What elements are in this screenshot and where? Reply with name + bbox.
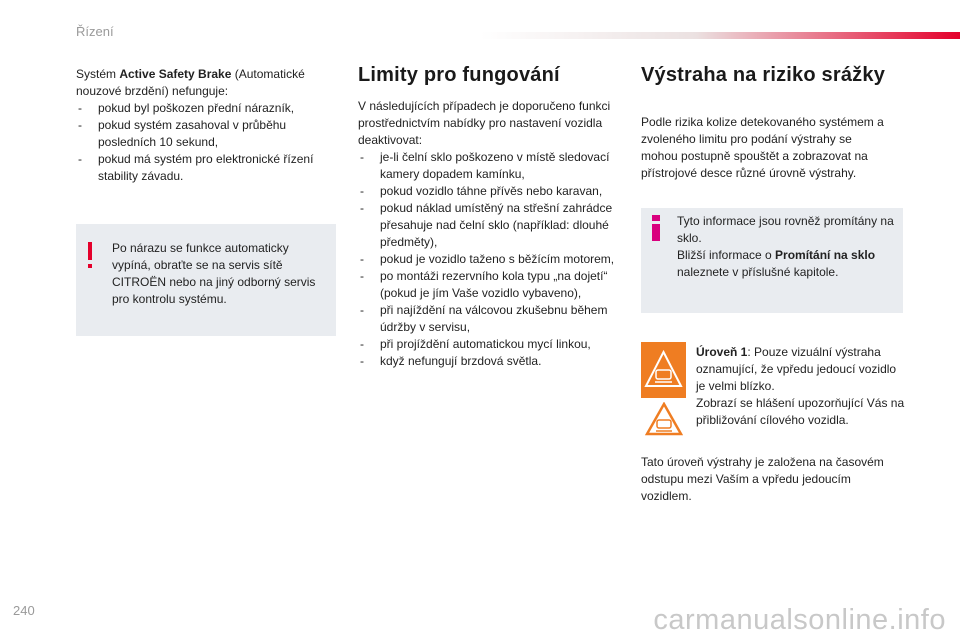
collision-warning-icon bbox=[641, 342, 686, 398]
list-item: - pokud má systém pro elektronické řízení stability závadu. bbox=[76, 151, 326, 185]
info-prefix: Bližší informace o bbox=[677, 248, 776, 262]
level-1-text bbox=[696, 344, 906, 395]
page-number: 240 bbox=[13, 603, 35, 618]
list-item: - po montáži rezervního kola typu „na dojetí“ (pokud je jím Vaše vozidlo vybaveno), bbox=[358, 268, 622, 302]
list-item: - když nefungují brzdová světla. bbox=[358, 353, 622, 370]
list-item: - pokud vozidlo táhne přívěs nebo karavan, bbox=[358, 183, 622, 200]
asb-conditions-list bbox=[76, 100, 326, 185]
exclamation-icon bbox=[85, 242, 95, 270]
limits-list bbox=[358, 149, 622, 370]
level-1-description bbox=[696, 344, 906, 429]
info-line-1: Tyto informace jsou rovněž promítány na sklo. bbox=[677, 214, 894, 245]
column-1 bbox=[76, 66, 326, 185]
column-2 bbox=[358, 98, 622, 370]
warning-box bbox=[76, 224, 336, 336]
warning-text: Po nárazu se funkce automaticky vypíná, obraťte se na servis sítě CITROËN nebo na jiný odborný servis pro kontrolu systému. bbox=[112, 241, 316, 306]
info-text bbox=[677, 213, 895, 281]
info-box bbox=[641, 208, 903, 313]
heading-limits: Limity pro fungování bbox=[358, 64, 560, 86]
level-1-label: Úroveň 1 bbox=[696, 345, 748, 359]
watermark: carmanualsonline.info bbox=[653, 604, 946, 636]
asb-intro bbox=[76, 66, 326, 100]
list-item: - pokud systém zasahoval v průběhu posledních 10 sekund, bbox=[76, 117, 326, 151]
closing-paragraph: Tato úroveň výstrahy je založena na časovém odstupu mezi Vaším a vpředu jedoucím vozidlem. bbox=[641, 455, 884, 503]
intro-bold: Active Safety Brake bbox=[119, 67, 232, 81]
info-suffix: naleznete v příslušné kapitole. bbox=[677, 265, 839, 279]
info-line-2 bbox=[677, 247, 895, 281]
list-item: - pokud je vozidlo taženo s běžícím motorem, bbox=[358, 251, 622, 268]
heading-collision-warning: Výstraha na riziko srážky bbox=[641, 64, 886, 86]
info-bold: Promítání na sklo bbox=[775, 248, 876, 262]
info-icon bbox=[651, 215, 661, 241]
list-item: - pokud náklad umístěný na střešní zahrádce přesahuje nad čelní sklo (například: dlouhé předměty), bbox=[358, 200, 622, 251]
level-1-text-2: Zobrazí se hlášení upozorňující Vás na přibližování cílového vozidla. bbox=[696, 396, 905, 427]
intro-suffix: (Automatické nouzové brzdění) nefunguje: bbox=[76, 67, 305, 98]
limits-intro: V následujících případech je doporučeno funkci prostřednictvím nabídky pro nastavení vozidla deaktivovat: bbox=[358, 99, 611, 147]
list-item: - při projíždění automatickou mycí linkou, bbox=[358, 336, 622, 353]
section-title: Řízení bbox=[76, 24, 114, 39]
level-1-body: : Pouze vizuální výstraha oznamující, že vpředu jedoucí vozidlo je velmi blízko. bbox=[696, 345, 897, 393]
collision-warning-icon-small bbox=[645, 402, 683, 436]
collision-intro: Podle rizika kolize detekovaného systémem a zvoleného limitu pro podání výstrahy se mohou postupně spouštět a zobrazovat na přístrojové desce různé úrovně výstrahy. bbox=[641, 115, 884, 180]
intro-prefix: Systém bbox=[76, 67, 120, 81]
header-accent-bar bbox=[480, 32, 960, 39]
list-item: - je-li čelní sklo poškozeno v místě sledovací kamery dopadem kamínku, bbox=[358, 149, 622, 183]
list-item: - při najíždění na válcovou zkušebnu během údržby v servisu, bbox=[358, 302, 622, 336]
list-item: - pokud byl poškozen přední nárazník, bbox=[76, 100, 326, 117]
